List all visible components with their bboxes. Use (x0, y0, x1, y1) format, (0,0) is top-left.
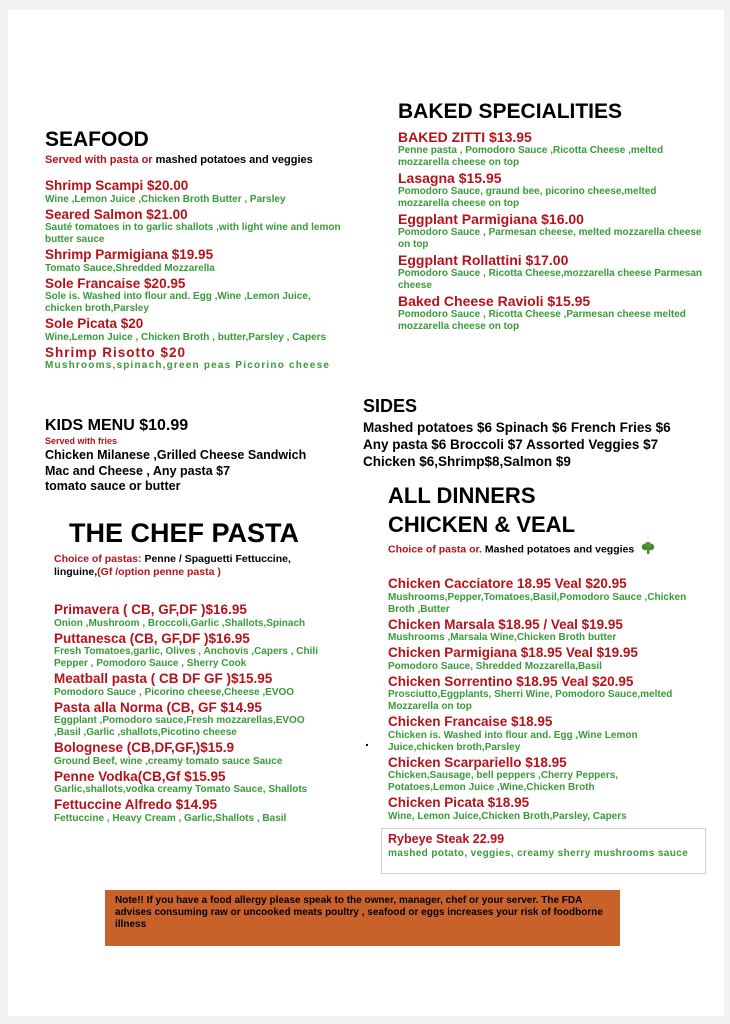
menu-item-desc: Pomodoro Sauce , Ricotta Cheese ,Parmesan cheese melted mozzarella cheese on top (398, 309, 686, 332)
menu-item-name: Eggplant Rollattini $17.00 (398, 252, 569, 268)
ribeye-desc: mashed potato, veggies, creamy sherry mushrooms sauce (388, 848, 689, 859)
baked-title: BAKED SPECIALITIES (398, 100, 623, 123)
menu-item (398, 129, 703, 169)
menu-item (45, 316, 345, 344)
menu-item-desc: Garlic,shallots,vodka creamy Tomato Sauce, Shallots (54, 784, 308, 795)
menu-item (54, 797, 329, 825)
sides-title: SIDES (363, 396, 418, 416)
chef-pasta-list (54, 602, 329, 826)
menu-item-desc: Sauté tomatoes in to garlic shallots ,with light wine and lemon butter sauce (45, 222, 341, 245)
menu-item-name: Chicken Sorrentino $18.95 Veal $20.95 (388, 673, 634, 689)
menu-item (45, 207, 345, 247)
menu-item-name: Penne Vodka(CB,Gf $15.95 (54, 768, 226, 784)
menu-item-name: Primavera ( CB, GF,DF )$16.95 (54, 602, 247, 617)
allergy-note (105, 890, 620, 946)
menu-item (398, 211, 703, 251)
menu-item-desc: Chicken,Sausage, bell peppers ,Cherry Peppers, Potatoes,Lemon Juice ,Wine,Chicken Broth (388, 770, 619, 793)
menu-item-desc: Chicken is. Washed into flour and. Egg ,Wine Lemon Juice,chicken broth,Parsley (388, 729, 638, 753)
menu-item-name: Baked Cheese Ravioli $15.95 (398, 293, 591, 309)
menu-item (398, 170, 703, 210)
menu-item-desc: Onion ,Mushroom , Broccoli,Garlic ,Shallots,Spinach (54, 617, 306, 629)
kids-subtitle: Served with fries (45, 436, 118, 446)
menu-item-name: Shrimp Parmigiana $19.95 (45, 247, 214, 262)
menu-item-desc: Pomodoro Sauce , Picorino cheese,Cheese ,EVOO (54, 686, 295, 698)
menu-item-name: BAKED ZITTI $13.95 (398, 129, 532, 145)
menu-item-name: Shrimp Scampi $20.00 (45, 178, 189, 193)
menu-item-name: Chicken Parmigiana $18.95 Veal $19.95 (388, 645, 638, 660)
kids-line-2: Mac and Cheese , Any pasta $7 (45, 464, 231, 478)
menu-item-name: Bolognese (CB,DF,GF,)$15.9 (54, 740, 235, 755)
menu-item-desc: Pomodoro Sauce, graund bee, picorino cheese,melted mozzarella cheese on top (398, 186, 657, 209)
menu-item-name: Chicken Picata $18.95 (388, 795, 530, 810)
menu-item-desc: Pomodoro Sauce , Parmesan cheese, melted mozzarella cheese on top (398, 227, 702, 250)
menu-item (54, 769, 329, 797)
menu-item (388, 576, 693, 616)
menu-item-name: Eggplant Parmigiana $16.00 (398, 211, 584, 227)
menu-item (54, 671, 329, 699)
menu-item (388, 755, 693, 795)
allergy-note-text: Note!! If you have a food allergy please speak to the owner, manager, chef or your server. The FDA advises consuming raw or uncooked meats poultry , seafood or eggs increases your risk of foodborne illness (115, 895, 603, 930)
menu-item-desc: Pomodoro Sauce, Shredded Mozzarella,Basil (388, 660, 602, 672)
menu-item-desc: Tomato Sauce,Shredded Mozzarella (45, 262, 215, 274)
menu-item-desc: Ground Beef, wine ,creamy tomato sauce Sauce (54, 755, 283, 767)
seafood-title: SEAFOOD (45, 128, 149, 151)
menu-item (45, 276, 345, 316)
menu-item-desc: Mushrooms,spinach,green peas Picorino cheese (45, 360, 331, 371)
menu-item (398, 252, 703, 292)
chicken-veal-title: CHICKEN & VEAL (388, 512, 576, 537)
menu-item (54, 602, 329, 630)
menu-item (398, 293, 703, 333)
menu-item-name: Chicken Scarpariello $18.95 (388, 754, 567, 770)
menu-item (388, 714, 693, 754)
menu-item (54, 631, 329, 671)
menu-item-desc: Eggplant ,Pomodoro sauce,Fresh mozzarellas,EVOO ,Basil ,Garlic ,shallots,Picotino cheese (54, 715, 305, 738)
menu-item-name: Sole Francaise $20.95 (45, 275, 186, 291)
menu-item-desc: Prosciutto,Eggplants, Sherri Wine, Pomodoro Sauce,melted Mozzarella on top (388, 689, 673, 712)
menu-item-desc: Mushrooms,Pepper,Tomatoes,Basil,Pomodoro Sauce ,Chicken Broth ,Butter (388, 591, 687, 615)
menu-item (54, 700, 329, 740)
baked-list (398, 129, 703, 334)
dinners-title: ALL DINNERS (388, 483, 536, 508)
ribeye-box (381, 828, 706, 874)
menu-item-name: Sole Picata $20 (45, 316, 144, 331)
menu-item (45, 178, 345, 206)
menu-item-desc: Wine,Lemon Juice , Chicken Broth , butter,Parsley , Capers (45, 331, 327, 343)
menu-item-name: Puttanesca (CB, GF,DF )$16.95 (54, 630, 250, 646)
broccoli-icon (641, 542, 655, 557)
menu-item (54, 740, 329, 768)
menu-item-desc: Fresh Tomatoes,garlic, Olives , Anchovis ,Capers , Chili Pepper , Pomodoro Sauce , Sherry Cook (54, 646, 318, 669)
menu-page (8, 10, 724, 1016)
menu-item-name: Fettuccine Alfredo $14.95 (54, 797, 218, 812)
chef-pasta-title: THE CHEF PASTA (69, 518, 300, 548)
chef-pasta-choice: Choice of pastas: Penne / Spaguetti Fettuccine, linguine,(Gf /option penne pasta ) (54, 553, 291, 578)
seafood-subtitle: Served with pasta or mashed potatoes and veggies (45, 154, 313, 166)
menu-item-name: Pasta alla Norma (CB, GF $14.95 (54, 699, 262, 715)
menu-item-desc: Sole is. Washed into flour and. Egg ,Wine ,Lemon Juice, chicken broth,Parsley (45, 291, 311, 314)
ribeye-name: Rybeye Steak 22.99 (388, 832, 505, 846)
kids-line-3: tomato sauce or butter (45, 479, 181, 493)
dinners-choice: Choice of pasta or. Mashed potatoes and veggies (388, 542, 655, 557)
menu-item (388, 645, 693, 673)
kids-line-1: Chicken Milanese ,Grilled Cheese Sandwich (45, 448, 307, 462)
seafood-list (45, 178, 345, 373)
menu-item-name: Chicken Cacciatore 18.95 Veal $20.95 (388, 576, 627, 591)
kids-menu-title: KIDS MENU $10.99 (45, 417, 189, 434)
menu-item (45, 345, 345, 373)
menu-item-name: Shrimp Risotto $20 (45, 344, 187, 360)
menu-item (388, 617, 693, 645)
menu-item-name: Chicken Francaise $18.95 (388, 714, 553, 729)
stray-dot: . (365, 733, 369, 749)
menu-item (388, 674, 693, 714)
menu-item-name: Lasagna $15.95 (398, 170, 502, 186)
menu-item-desc: Mushrooms ,Marsala Wine,Chicken Broth butter (388, 632, 617, 643)
menu-item (45, 247, 345, 275)
sides-line-3: Chicken $6,Shrimp$8,Salmon $9 (363, 454, 571, 469)
menu-item-name: Chicken Marsala $18.95 / Veal $19.95 (388, 616, 623, 632)
sides-line-1: Mashed potatoes $6 Spinach $6 French Fries $6 (363, 420, 671, 435)
sides-line-2: Any pasta $6 Broccoli $7 Assorted Veggies $7 (363, 437, 659, 452)
menu-item-desc: Wine ,Lemon Juice ,Chicken Broth Butter , Parsley (45, 193, 286, 205)
menu-item-desc: Fettuccine , Heavy Cream , Garlic,Shallots , Basil (54, 812, 287, 824)
menu-item-name: Meatball pasta ( CB DF GF )$15.95 (54, 671, 273, 686)
menu-item-name: Seared Salmon $21.00 (45, 206, 188, 222)
menu-item (388, 795, 693, 823)
menu-item-desc: Penne pasta , Pomodoro Sauce ,Ricotta Cheese ,melted mozzarella cheese on top (398, 145, 664, 168)
dinners-list (388, 576, 693, 824)
menu-item-desc: Wine, Lemon Juice,Chicken Broth,Parsley, Capers (388, 810, 627, 822)
menu-item-desc: Pomodoro Sauce , Ricotta Cheese,mozzarella cheese Parmesan cheese (398, 268, 703, 291)
